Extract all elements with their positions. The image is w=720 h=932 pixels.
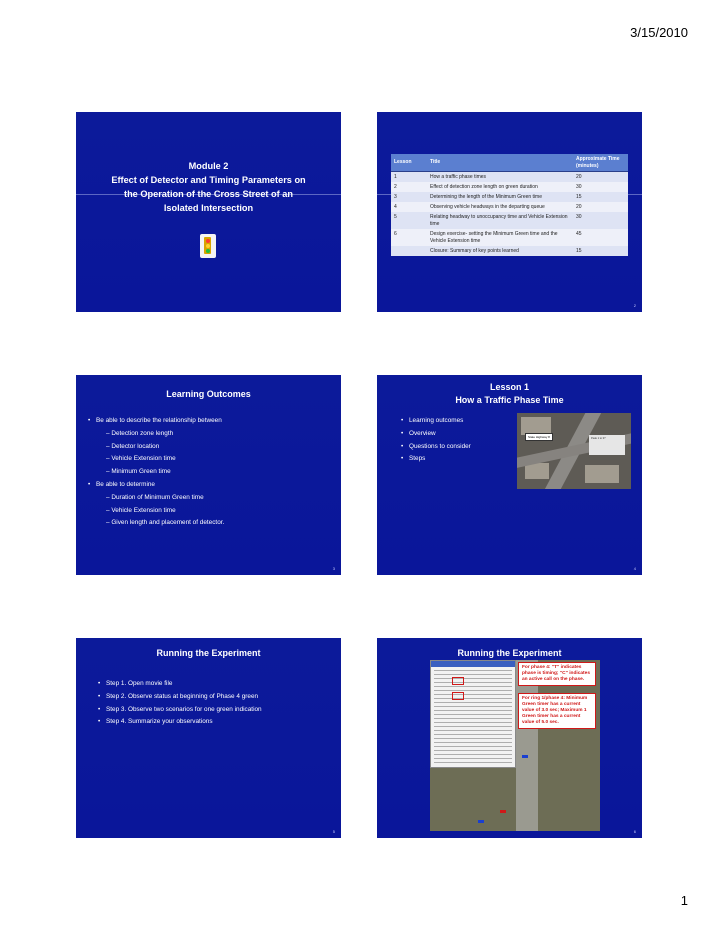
callout-phase-status: For phase 4: "T" indicates phase is timing; "C" indicates an active call on the phase. (518, 662, 596, 686)
highlight-box (452, 692, 464, 700)
cell-time: 30 (573, 182, 628, 192)
table-row (391, 192, 628, 202)
table-row (391, 229, 628, 246)
cell-title: Closure: Summary of key points learned (427, 246, 573, 256)
table-row (391, 246, 628, 256)
car-icon (522, 755, 528, 758)
slide-5 (76, 638, 341, 838)
sub-bullet-item: – Minimum Green time (106, 468, 171, 476)
slide-number: 2 (633, 303, 636, 308)
lessons-table (391, 154, 628, 256)
module-label: Module 2 (188, 161, 229, 171)
table-row (391, 172, 628, 183)
slide-4 (377, 375, 642, 575)
sub-bullet-item: – Detection zone length (106, 429, 174, 437)
bullet-item: • Step 4. Summarize your observations (106, 716, 262, 729)
table-header-row (391, 154, 628, 172)
bullet-item: • Step 1. Open movie file (106, 678, 262, 691)
slide-2 (377, 112, 642, 312)
bullet-item: • Be able to determine (96, 479, 224, 492)
column-header: Title (427, 154, 573, 172)
bullet-list (96, 415, 224, 530)
slide-6 (377, 638, 642, 838)
photo-label: Peak 1 to 3? (591, 437, 606, 440)
cell-lesson: 2 (391, 182, 427, 192)
cell-time: 20 (573, 172, 628, 183)
bullet-item: • Step 2. Observe status at beginning of Phase 4 green (106, 691, 262, 704)
car-icon (500, 810, 506, 813)
lesson-title: How a Traffic Phase Time (455, 395, 564, 405)
header-date: 3/15/2010 (630, 25, 688, 40)
table-row (391, 182, 628, 192)
slide-number: 5 (332, 829, 335, 834)
bullet-item: • Steps (409, 453, 471, 466)
bullet-item: • Be able to describe the relationship between (96, 415, 224, 428)
slide-title (76, 159, 341, 215)
photo-inset (589, 435, 625, 455)
car-icon (478, 820, 484, 823)
traffic-light-icon (200, 234, 216, 258)
cell-title: Effect of detection zone length on green duration (427, 182, 573, 192)
highlight-box (452, 677, 464, 685)
cell-lesson (391, 246, 427, 256)
cell-time: 20 (573, 202, 628, 212)
slide-number: 4 (633, 566, 636, 571)
cell-time: 15 (573, 192, 628, 202)
cell-time: 15 (573, 246, 628, 256)
slide-title: Running the Experiment (156, 648, 261, 658)
cell-lesson: 3 (391, 192, 427, 202)
cell-title: How a traffic phase times (427, 172, 573, 183)
table-row (391, 202, 628, 212)
cell-time: 30 (573, 212, 628, 229)
slide-title: Running the Experiment (457, 648, 562, 658)
photo-label: State Highway 8 (525, 433, 553, 441)
lesson-label: Lesson 1 (489, 382, 529, 392)
slide-1 (76, 112, 341, 312)
title-line: Effect of Detector and Timing Parameters on (111, 175, 306, 185)
cell-lesson: 1 (391, 172, 427, 183)
sub-bullet-item: – Detector location (106, 442, 160, 450)
bullet-item: • Learning outcomes (409, 415, 471, 428)
sub-bullet-item: – Vehicle Extension time (106, 506, 176, 514)
table-row (391, 212, 628, 229)
page-number: 1 (680, 893, 688, 908)
bullet-list (409, 415, 471, 466)
title-line: Isolated Intersection (163, 203, 254, 213)
slide-number: 3 (332, 566, 335, 571)
bullet-item: • Step 3. Observe two scenarios for one green indication (106, 704, 262, 717)
cell-time: 45 (573, 229, 628, 246)
intersection-aerial-photo (517, 413, 631, 489)
sub-bullet-item: – Duration of Minimum Green time (106, 493, 204, 501)
sub-bullet-item: – Vehicle Extension time (106, 455, 176, 463)
slide-3 (76, 375, 341, 575)
slide-title: Learning Outcomes (166, 389, 251, 399)
bullet-list (106, 678, 262, 729)
cell-title: Design exercise- setting the Minimum Green time and the Vehicle Extension time (427, 229, 573, 246)
cell-title: Relating headway to unoccupancy time and Vehicle Extension time (427, 212, 573, 229)
title-line: the Operation of the Cross Street of an (124, 189, 293, 199)
sub-bullet-item: – Given length and placement of detector. (106, 519, 225, 527)
column-header: Approximate Time (minutes) (573, 154, 628, 172)
slide-number: 6 (633, 829, 636, 834)
bullet-item: • Overview (409, 428, 471, 441)
column-header: Lesson (391, 154, 427, 172)
cell-lesson: 6 (391, 229, 427, 246)
cell-title: Determining the length of the Minimum Green time (427, 192, 573, 202)
cell-title: Observing vehicle headways in the departing queue (427, 202, 573, 212)
callout-green-timer: For ring 1/phase 4: Minimum Green timer has a current value of 3.0 sec; Maximum 1 Green timer has a current value of 5.0 sec. (518, 693, 596, 729)
bullet-item: • Questions to consider (409, 441, 471, 454)
controller-window (430, 660, 516, 768)
slide-title (377, 381, 642, 407)
cell-lesson: 5 (391, 212, 427, 229)
cell-lesson: 4 (391, 202, 427, 212)
